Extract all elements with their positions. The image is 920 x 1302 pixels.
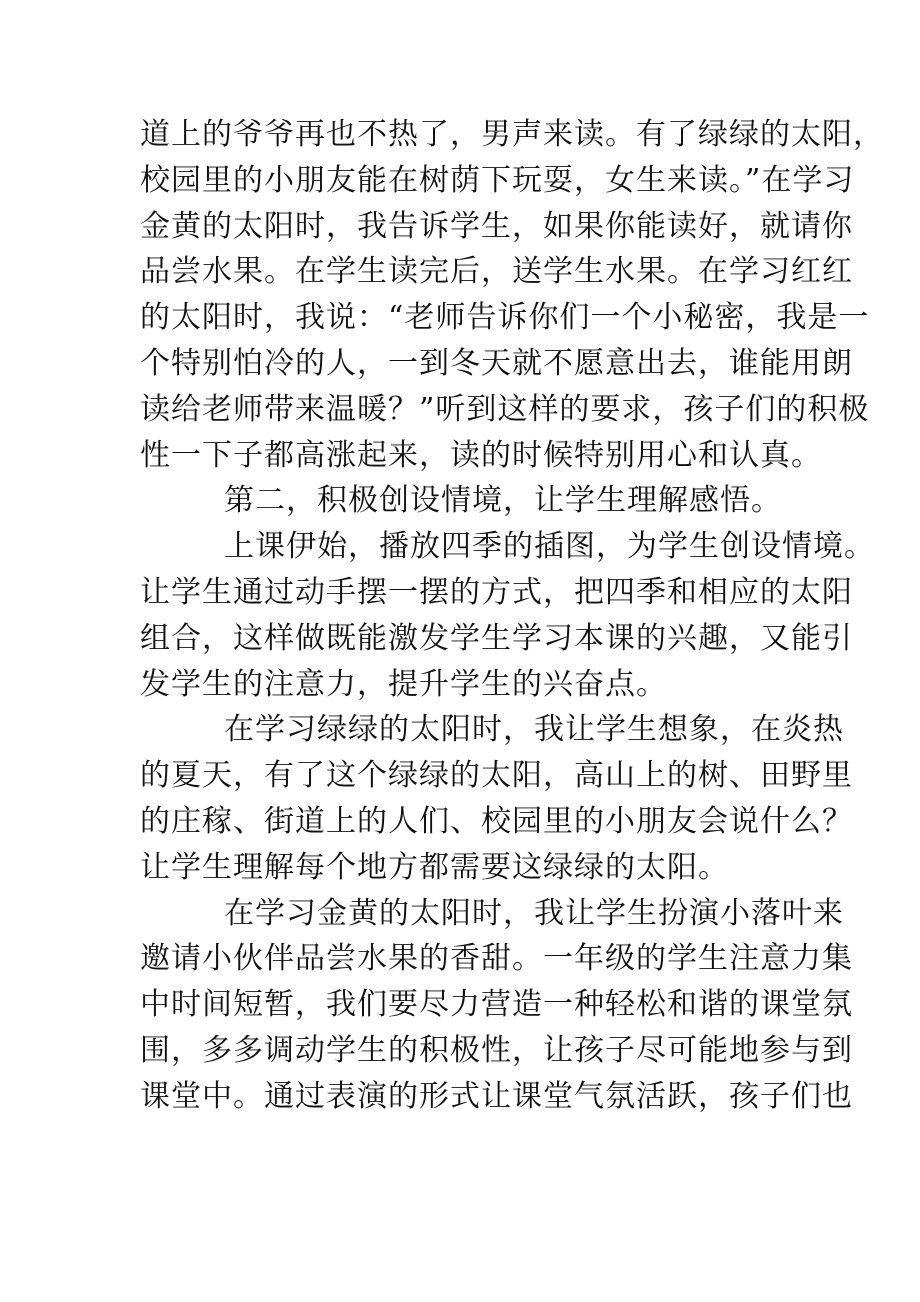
text-line: 读给老师带来温暖？”听到这样的要求，孩子们的积极 — [140, 391, 870, 427]
text-line: 第二，积极创设情境，让学生理解感悟。 — [224, 483, 782, 519]
text-line: 的太阳时，我说：“老师告诉你们一个小秘密，我是一 — [140, 300, 870, 336]
text-line: 中时间短暂，我们要尽力营造一种轻松和谐的课堂氛 — [140, 987, 853, 1023]
text-line: 金黄的太阳时，我告诉学生，如果你能读好，就请你 — [140, 208, 853, 244]
text-line: 围，多多调动学生的积极性，让孩子尽可能地参与到 — [140, 1032, 853, 1068]
paragraph-3 — [140, 524, 875, 707]
text-line: 让学生通过动手摆一摆的方式，把四季和相应的太阳 — [140, 574, 853, 610]
paragraph-5 — [140, 891, 853, 1120]
text-line: 的庄稼、街道上的人们、校园里的小朋友会说什么？ — [140, 803, 853, 839]
text-line: 发学生的注意力，提升学生的兴奋点。 — [140, 666, 667, 702]
text-line: 品尝水果。在学生读完后，送学生水果。在学习红红 — [140, 254, 853, 290]
text-line: 性一下子都高涨起来，读的时候特别用心和认真。 — [140, 437, 822, 473]
text-line: 校园里的小朋友能在树荫下玩耍，女生来读。”在学习 — [140, 162, 855, 198]
text-line: 组合，这样做既能激发学生学习本课的兴趣，又能引 — [140, 620, 853, 656]
body-text — [140, 112, 884, 1120]
text-line: 个特别怕冷的人，一到冬天就不愿意出去，谁能用朗 — [140, 345, 853, 381]
text-line: 的夏天，有了这个绿绿的太阳，高山上的树、田野里 — [140, 758, 853, 794]
text-line: 邀请小伙伴品尝水果的香甜。一年级的学生注意力集 — [140, 941, 853, 977]
text-line: 在学习绿绿的太阳时，我让学生想象，在炎热 — [224, 712, 844, 748]
text-line: 上课伊始，播放四季的插图，为学生创设情境。 — [224, 529, 875, 565]
text-line: 在学习金黄的太阳时，我让学生扮演小落叶来 — [224, 895, 844, 931]
text-line: 道上的爷爷再也不热了，男声来读。有了绿绿的太阳， — [140, 117, 884, 152]
paragraph-2-heading — [140, 478, 790, 524]
text-line: 让学生理解每个地方都需要这绿绿的太阳。 — [140, 849, 729, 885]
paragraph-1 — [140, 112, 884, 478]
paragraph-4 — [140, 707, 853, 890]
text-line: 课堂中。通过表演的形式让课堂气氛活跃，孩子们也 — [140, 1078, 853, 1114]
